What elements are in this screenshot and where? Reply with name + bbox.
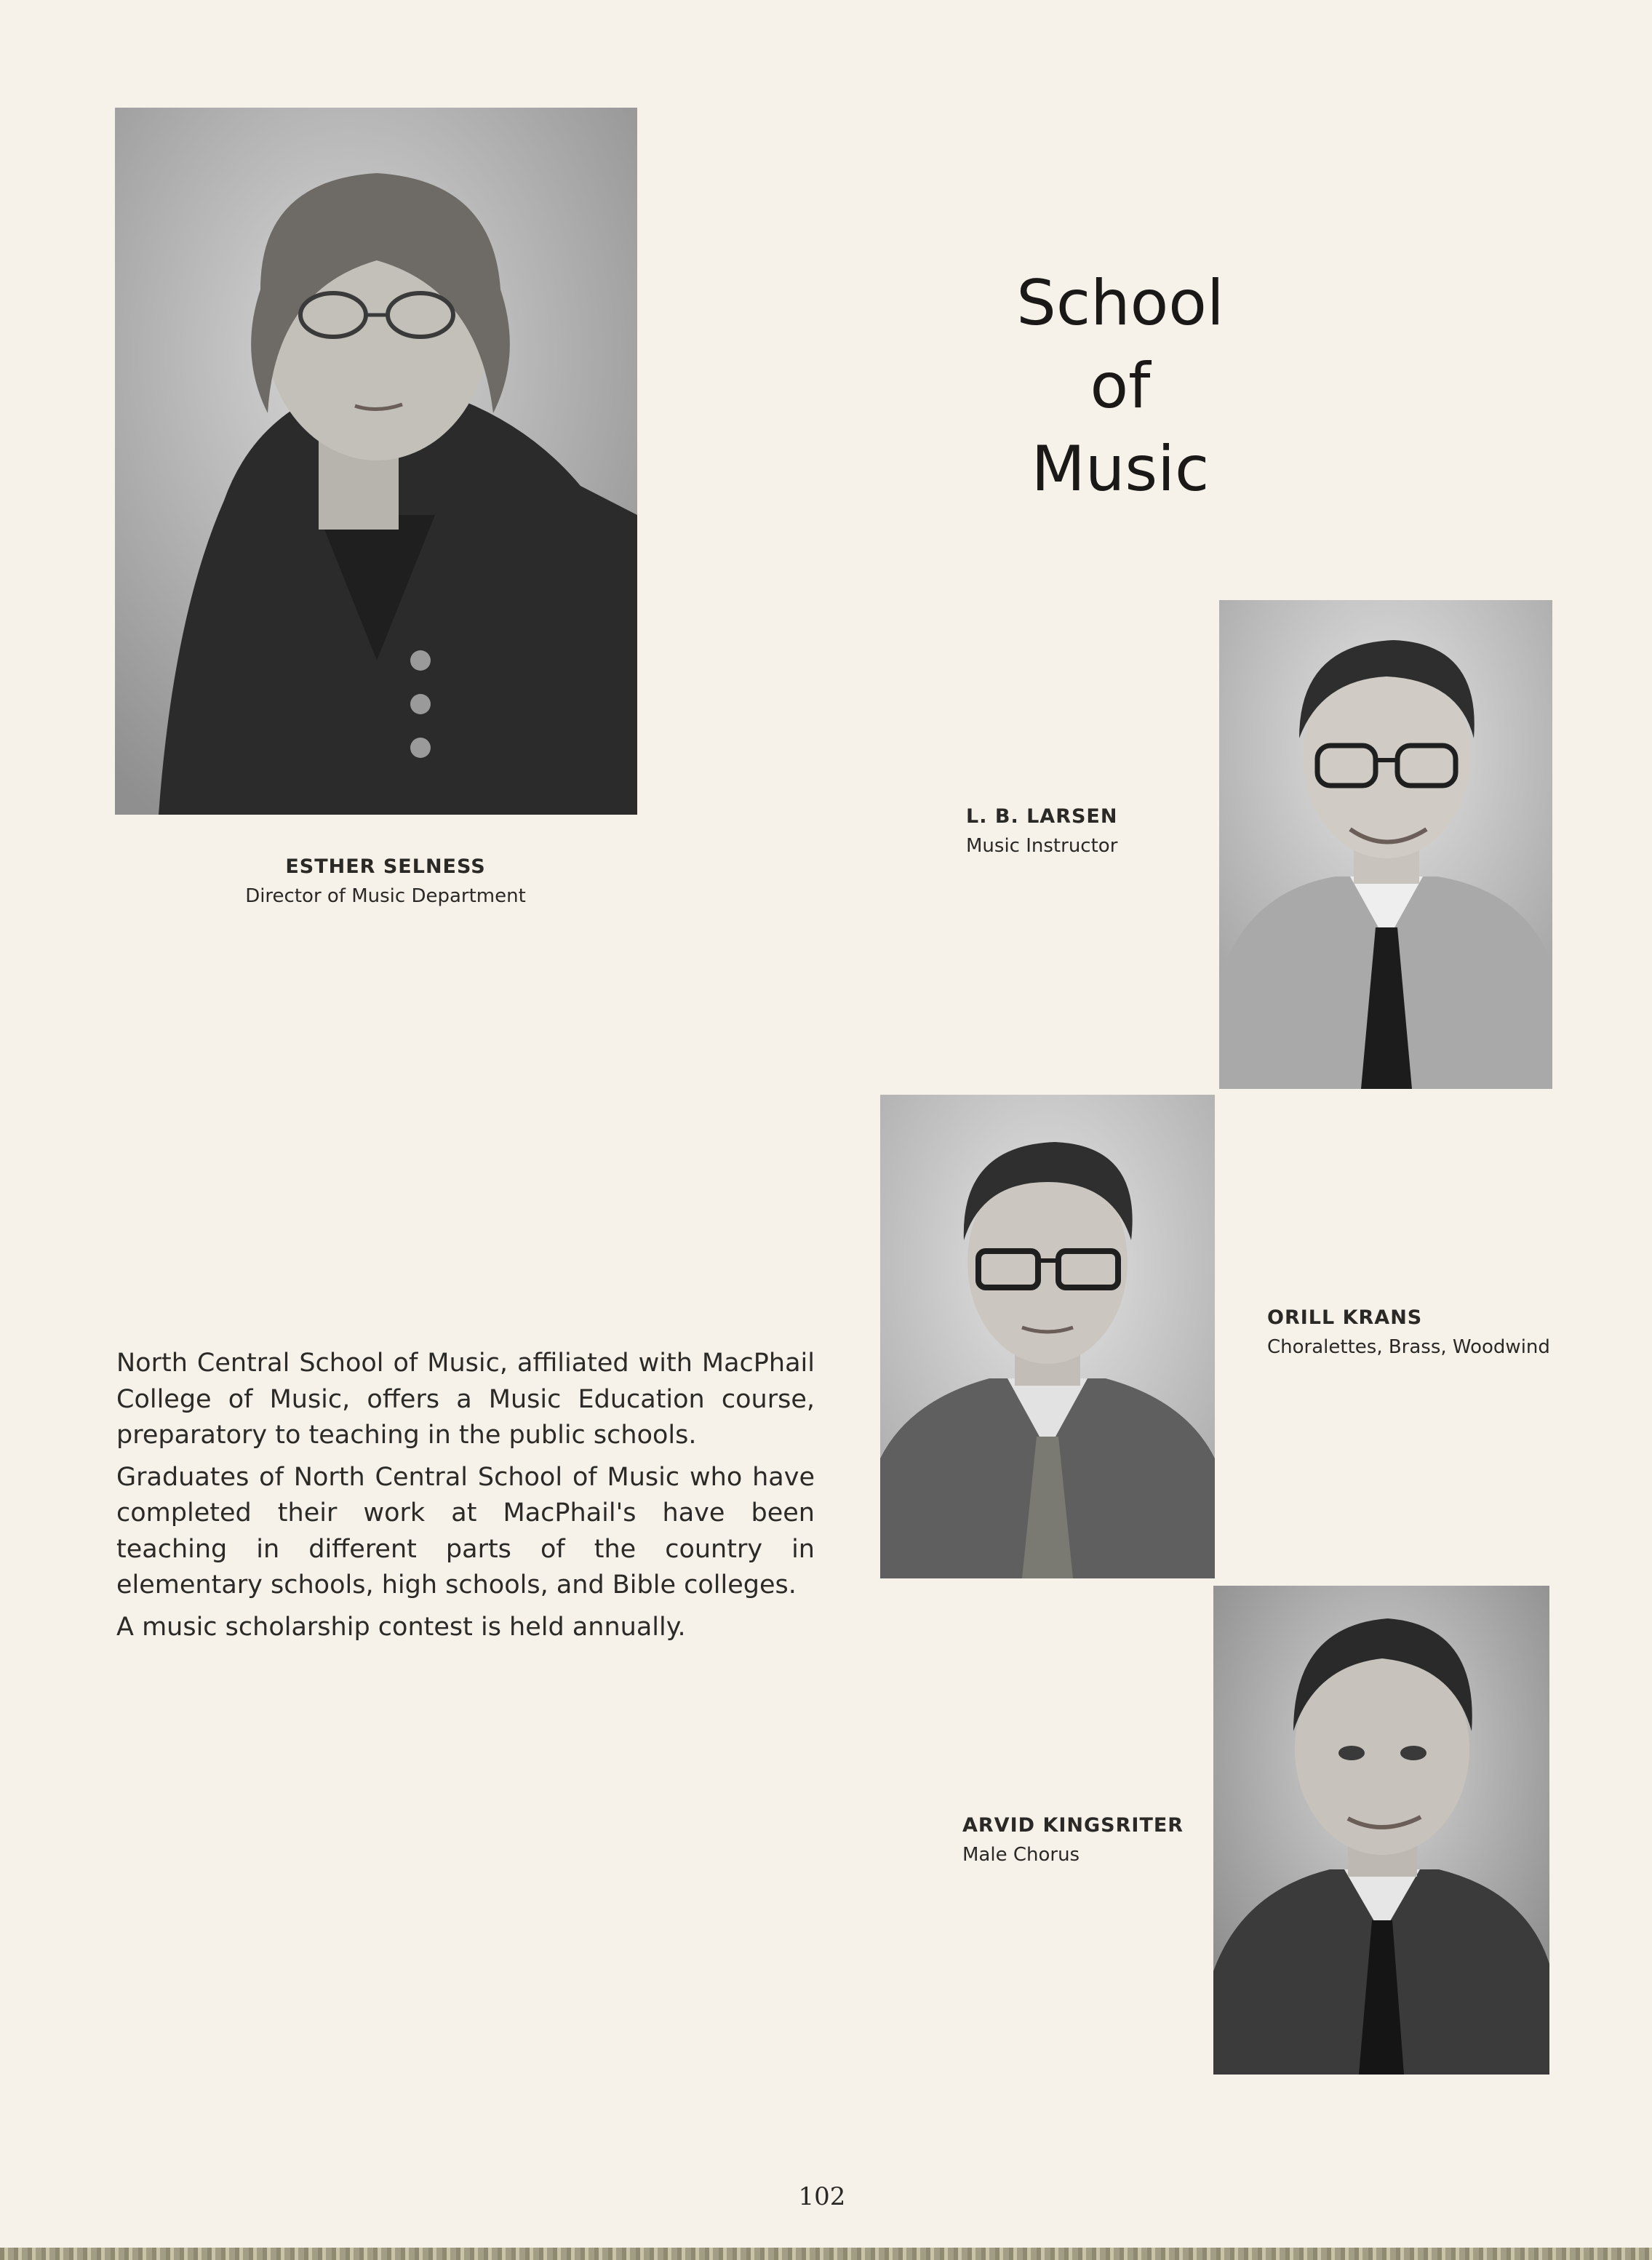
person-name: ESTHER SELNESS (285, 855, 486, 878)
person-name: ORILL KRANS (1267, 1306, 1423, 1329)
photo-orill-krans (880, 1095, 1215, 1578)
title-line-school: School (1016, 267, 1224, 340)
person-name: L. B. LARSEN (966, 805, 1118, 828)
photo-lb-larsen (1219, 600, 1552, 1089)
person-name: ARVID KINGSRITER (962, 1814, 1184, 1837)
page-edge-texture (0, 2248, 1652, 2260)
caption-arvid-kingsriter (962, 1811, 1210, 1869)
title-line-of: of (1090, 350, 1151, 423)
photo-esther-selness (115, 108, 637, 815)
caption-orill-krans (1267, 1303, 1573, 1362)
title-line-music: Music (1031, 433, 1210, 506)
photo-arvid-kingsriter (1213, 1586, 1549, 2075)
page-title (946, 262, 1295, 511)
page-number: 102 (798, 2182, 846, 2211)
paragraph: A music scholarship contest is held annually. (116, 1612, 686, 1642)
person-role: Music Instructor (966, 835, 1118, 857)
paragraph: North Central School of Music, affiliated with MacPhail College of Music, offers a Music Education course, preparatory to teaching in the public schools. (116, 1349, 815, 1450)
caption-esther-selness (175, 853, 596, 911)
description-text (116, 1346, 815, 1651)
paragraph: Graduates of North Central School of Music who have completed their work at MacPhail's have been teaching in different parts of the country in elementary schools, high schools, and Bible colleges. (116, 1462, 815, 1600)
caption-lb-larsen (966, 802, 1213, 861)
person-role: Male Chorus (962, 1844, 1080, 1866)
person-role: Director of Music Department (245, 885, 526, 907)
person-role: Choralettes, Brass, Woodwind (1267, 1336, 1550, 1358)
